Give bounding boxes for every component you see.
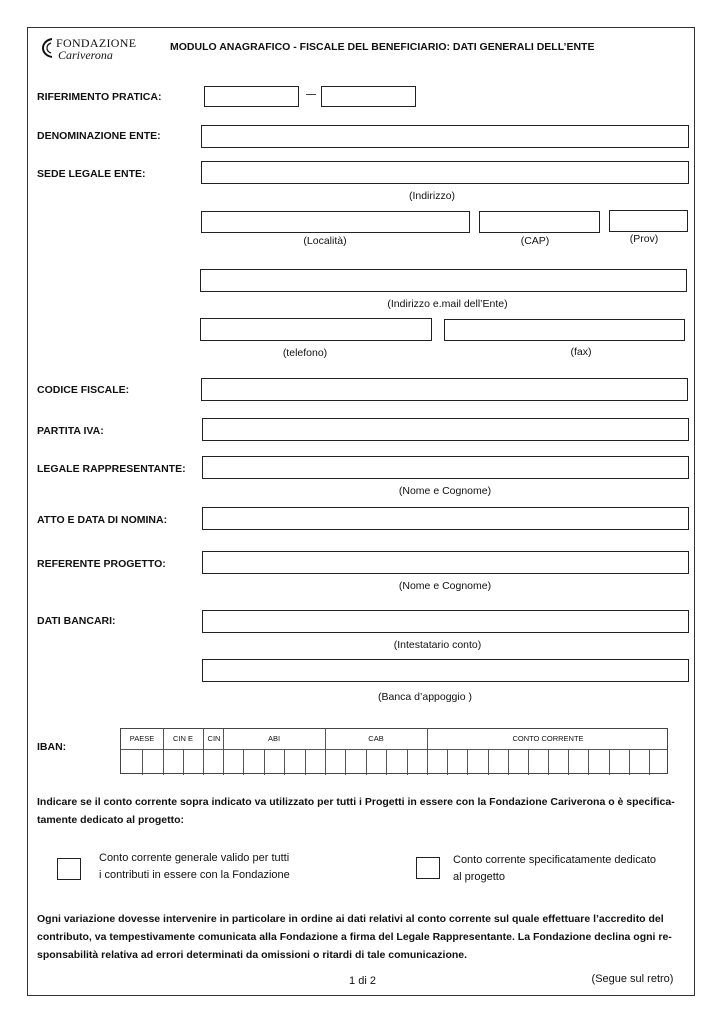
conto-question-line2: tamente dedicato al progetto: (37, 814, 185, 826)
iban-group-divider (163, 729, 164, 775)
checkbox-conto-generale[interactable] (57, 858, 81, 880)
iban-header-paese: PAESE (129, 734, 155, 743)
caption-fax: (fax) (570, 346, 592, 358)
segue-retro: (Segue sul retro) (591, 973, 674, 985)
option-conto-generale (99, 850, 290, 884)
denominazione-ente-field[interactable] (201, 125, 689, 148)
codice-fiscale-field[interactable] (201, 378, 688, 401)
page-title: MODULO ANAGRAFICO - FISCALE DEL BENEFICIARIO: DATI GENERALI DELL’ENTE (170, 41, 595, 53)
conto-question-line1: Indicare se il conto corrente sopra indicato va utilizzato per tutti i Progetti in essere con la Fondazione Cariverona o è specifica- (37, 796, 675, 808)
referente-progetto-field[interactable] (202, 551, 689, 574)
caption-nome-legale: (Nome e Cognome) (398, 485, 492, 497)
iban-header-abi: ABI (267, 734, 281, 743)
iban-cell-divider (264, 749, 265, 775)
label-legale-rappresentante: LEGALE RAPPRESENTANTE: (37, 463, 186, 475)
riferimento-separator (306, 94, 316, 95)
variazione-notice (37, 910, 692, 964)
iban-cell-divider (284, 749, 285, 775)
email-field[interactable] (200, 269, 687, 292)
iban-group-divider (325, 729, 326, 775)
riferimento-pratica-field-1[interactable] (204, 86, 299, 107)
iban-cell-divider (609, 749, 610, 775)
localita-field[interactable] (201, 211, 470, 233)
label-denominazione-ente: DENOMINAZIONE ENTE: (37, 130, 161, 142)
iban-cell-divider (305, 749, 306, 775)
prov-field[interactable] (609, 210, 688, 232)
caption-cap: (CAP) (520, 235, 550, 247)
label-partita-iva: PARTITA IVA: (37, 425, 104, 437)
iban-header-cin: CIN (207, 734, 221, 743)
partita-iva-field[interactable] (202, 418, 689, 441)
fax-field[interactable] (444, 319, 685, 341)
option-conto-generale-line2: i contributi in essere con la Fondazione (99, 869, 290, 881)
iban-header-cab: CAB (368, 734, 384, 743)
logo-text-fondazione: FONDAZIONE (56, 36, 137, 50)
intestatario-conto-field[interactable] (202, 610, 689, 633)
notice-line3: sponsabilità relativa ad errori determinati da omissioni o ritardi di tale comunicazione. (37, 949, 468, 961)
conto-question (37, 793, 687, 829)
iban-group-divider (203, 729, 204, 775)
label-dati-bancari: DATI BANCARI: (37, 615, 116, 627)
page-number: 1 di 2 (349, 975, 376, 987)
riferimento-pratica-field-2[interactable] (321, 86, 416, 107)
caption-banca: (Banca d’appoggio ) (378, 691, 472, 703)
notice-line2: contributo, va tempestivamente comunicata alla Fondazione a firma del Legale Rappresentante. La Fondazione declina ogni re- (37, 931, 672, 943)
iban-cell-divider (183, 749, 184, 775)
iban-cell-divider (568, 749, 569, 775)
iban-cell-divider (407, 749, 408, 775)
iban-header-cin-e: CIN E (172, 734, 193, 743)
indirizzo-field[interactable] (201, 161, 689, 184)
option-conto-dedicato-line2: al progetto (453, 871, 505, 883)
iban-cell-divider (366, 749, 367, 775)
iban-group-divider (427, 729, 428, 775)
caption-prov: (Prov) (629, 233, 659, 245)
iban-cell-divider (447, 749, 448, 775)
option-conto-dedicato (453, 852, 656, 886)
legale-rappresentante-field[interactable] (202, 456, 689, 479)
iban-cell-divider (386, 749, 387, 775)
iban-cell-divider (649, 749, 650, 775)
caption-localita: (Località) (303, 235, 347, 247)
iban-cell-divider (548, 749, 549, 775)
iban-cell-divider (629, 749, 630, 775)
caption-email: (Indirizzo e.mail dell’Ente) (387, 298, 508, 310)
logo-text-cariverona: Cariverona (58, 48, 113, 62)
option-conto-dedicato-line1: Conto corrente specificatamente dedicato (453, 854, 657, 866)
label-sede-legale: SEDE LEGALE ENTE: (37, 168, 146, 180)
iban-cell-divider (588, 749, 589, 775)
iban-cell-divider (508, 749, 509, 775)
iban-cell-divider (243, 749, 244, 775)
caption-telefono: (telefono) (282, 347, 328, 359)
label-codice-fiscale: CODICE FISCALE: (37, 384, 130, 396)
iban-cell-divider (345, 749, 346, 775)
iban-group-divider (223, 729, 224, 775)
label-atto-nomina: ATTO E DATA DI NOMINA: (37, 514, 168, 526)
caption-indirizzo: (Indirizzo) (408, 190, 456, 202)
notice-line1: Ogni variazione dovesse intervenire in particolare in ordine ai dati relativi al conto corrente sul quale effettuare l’accredito del (37, 913, 664, 925)
iban-grid[interactable] (120, 728, 668, 774)
fondazione-logo-icon (42, 38, 56, 58)
caption-nome-referente: (Nome e Cognome) (398, 580, 492, 592)
caption-intestatario: (Intestatario conto) (393, 639, 482, 651)
iban-header-conto-corrente: CONTO CORRENTE (512, 734, 584, 743)
banca-appoggio-field[interactable] (202, 659, 689, 682)
label-iban: IBAN: (37, 741, 67, 753)
option-conto-generale-line1: Conto corrente generale valido per tutti (99, 852, 290, 864)
atto-nomina-field[interactable] (202, 507, 689, 530)
checkbox-conto-dedicato[interactable] (416, 857, 440, 879)
label-referente-progetto: REFERENTE PROGETTO: (37, 558, 166, 570)
iban-cell-divider (488, 749, 489, 775)
cap-field[interactable] (479, 211, 600, 233)
iban-cell-divider (142, 749, 143, 775)
iban-cell-divider (528, 749, 529, 775)
telefono-field[interactable] (200, 318, 432, 341)
iban-cell-divider (467, 749, 468, 775)
label-riferimento-pratica: RIFERIMENTO PRATICA: (37, 91, 162, 103)
